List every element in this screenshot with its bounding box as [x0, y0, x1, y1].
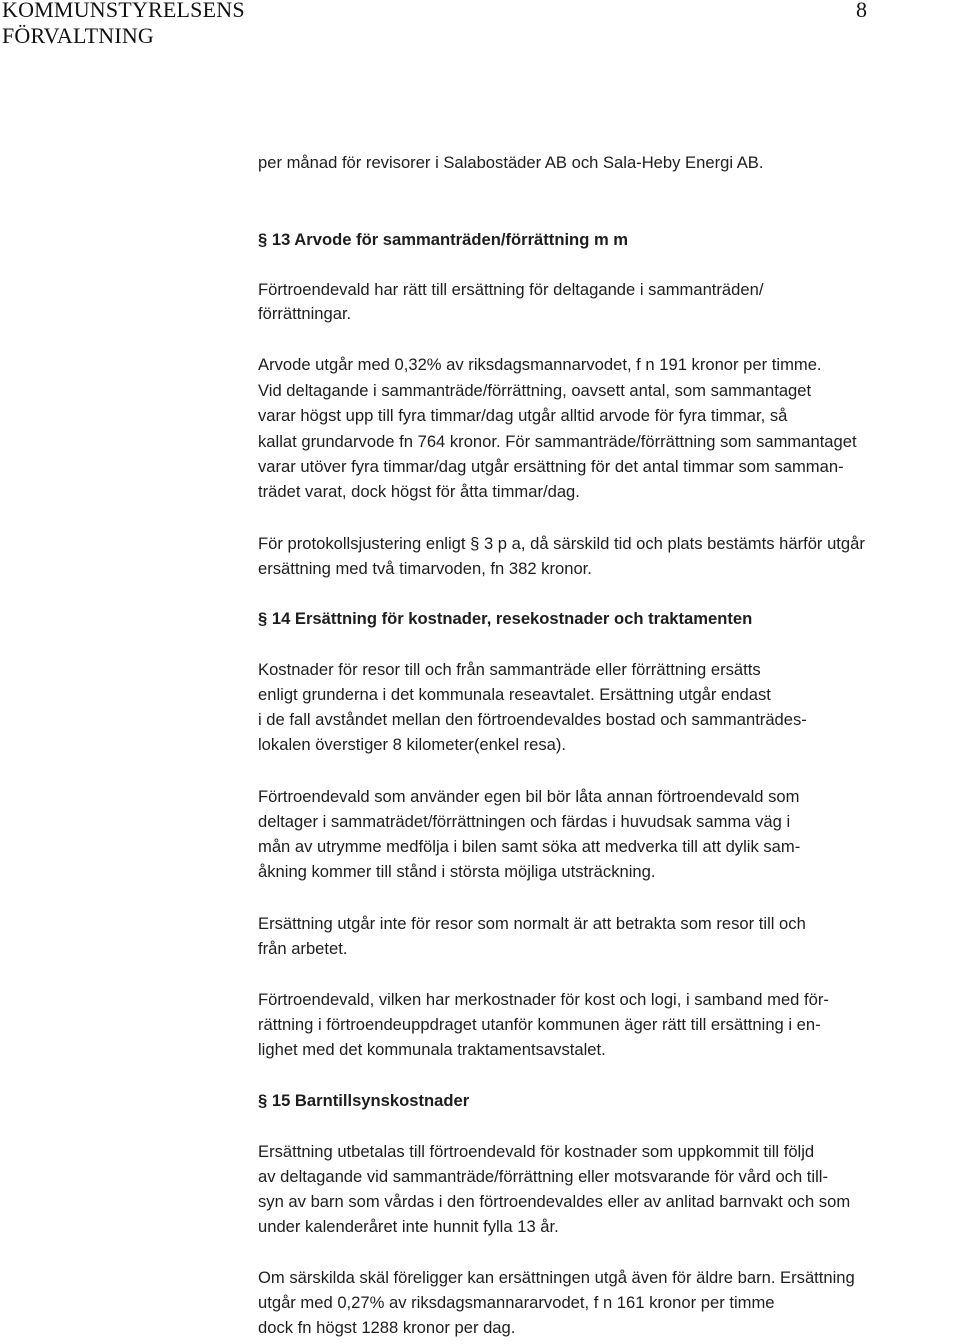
paragraph-line: deltager i sammaträdet/förrättningen och färdas i huvudsak samma väg i [258, 812, 791, 831]
department-name [2, 0, 245, 49]
paragraph-line: dock fn högst 1288 kronor per dag. [258, 1318, 516, 1337]
section-heading-15: § 15 Barntillsynskostnader [258, 1091, 470, 1110]
paragraph-line: syn av barn som vårdas i den förtroendevaldes eller av anlitad barnvakt och som [258, 1192, 851, 1211]
department-line-2: FÖRVALTNING [2, 23, 155, 48]
paragraph-line: Kostnader för resor till och från sammanträde eller förrättning ersätts [258, 660, 761, 679]
paragraph-line: varar utöver fyra timmar/dag utgår ersättning för det antal timmar som samman- [258, 457, 844, 476]
paragraph-line: Förtroendevald som använder egen bil bör låta annan förtroendevald som [258, 787, 800, 806]
paragraph-line: kallat grundarvode fn 764 kronor. För sammanträde/förrättning som sammantaget [258, 432, 857, 451]
paragraph-line: För protokollsjustering enligt § 3 p a, då särskild tid och plats bestämts härför utgår [258, 534, 865, 553]
paragraph-line: under kalenderåret inte hunnit fylla 13 år. [258, 1217, 559, 1236]
paragraph-line: förrättningar. [258, 304, 352, 323]
paragraph-line: lighet med det kommunala traktamentsavstalet. [258, 1040, 606, 1059]
paragraph-line: Förtroendevald, vilken har merkostnader för kost och logi, i samband med för- [258, 990, 829, 1009]
paragraph-line: varar högst upp till fyra timmar/dag utgår alltid arvode för fyra timmar, så [258, 406, 788, 425]
paragraph-line: rättning i förtroendeuppdraget utanför kommunen äger rätt till ersättning i en- [258, 1015, 821, 1034]
department-line-1: KOMMUNSTYRELSENS [2, 0, 245, 22]
paragraph-line: från arbetet. [258, 939, 348, 958]
page-header [0, 0, 960, 60]
paragraph-line: Förtroendevald har rätt till ersättning för deltagande i sammanträden/ [258, 280, 764, 299]
paragraph-line: Om särskilda skäl föreligger kan ersättningen utgå även för äldre barn. Ersättning [258, 1268, 855, 1287]
paragraph-line: åkning kommer till stånd i största möjliga utsträckning. [258, 862, 656, 881]
paragraph-line: Vid deltagande i sammanträde/förrättning, oavsett antal, som sammantaget [258, 381, 812, 400]
section-heading-13: § 13 Arvode för sammanträden/förrättning m m [258, 230, 629, 249]
paragraph-line: Ersättning utgår inte för resor som normalt är att betrakta som resor till och [258, 914, 806, 933]
page-number: 8 [856, 0, 867, 22]
paragraph-line: Arvode utgår med 0,32% av riksdagsmannarvodet, f n 191 kronor per timme. [258, 355, 822, 374]
paragraph-line: enligt grunderna i det kommunala reseavtalet. Ersättning utgår endast [258, 685, 771, 704]
paragraph-line: utgår med 0,27% av riksdagsmannararvodet, f n 161 kronor per timme [258, 1293, 775, 1312]
paragraph-line: trädet varat, dock högst för åtta timmar/dag. [258, 482, 580, 501]
paragraph-line: per månad för revisorer i Salabostäder AB och Sala-Heby Energi AB. [258, 153, 764, 172]
paragraph-line: lokalen överstiger 8 kilometer(enkel resa). [258, 735, 567, 754]
paragraph-line: Ersättning utbetalas till förtroendevald för kostnader som uppkommit till följd [258, 1142, 815, 1161]
paragraph-line: i de fall avståndet mellan den förtroendevaldes bostad och sammanträdes- [258, 710, 807, 729]
paragraph-line: mån av utrymme medfölja i bilen samt söka att medverka till att dylik sam- [258, 837, 801, 856]
paragraph-line: ersättning med två timarvoden, fn 382 kronor. [258, 559, 592, 578]
paragraph-line: av deltagande vid sammanträde/förrättning eller motsvarande för vård och till- [258, 1167, 829, 1186]
section-heading-14: § 14 Ersättning för kostnader, resekostnader och traktamenten [258, 609, 753, 628]
